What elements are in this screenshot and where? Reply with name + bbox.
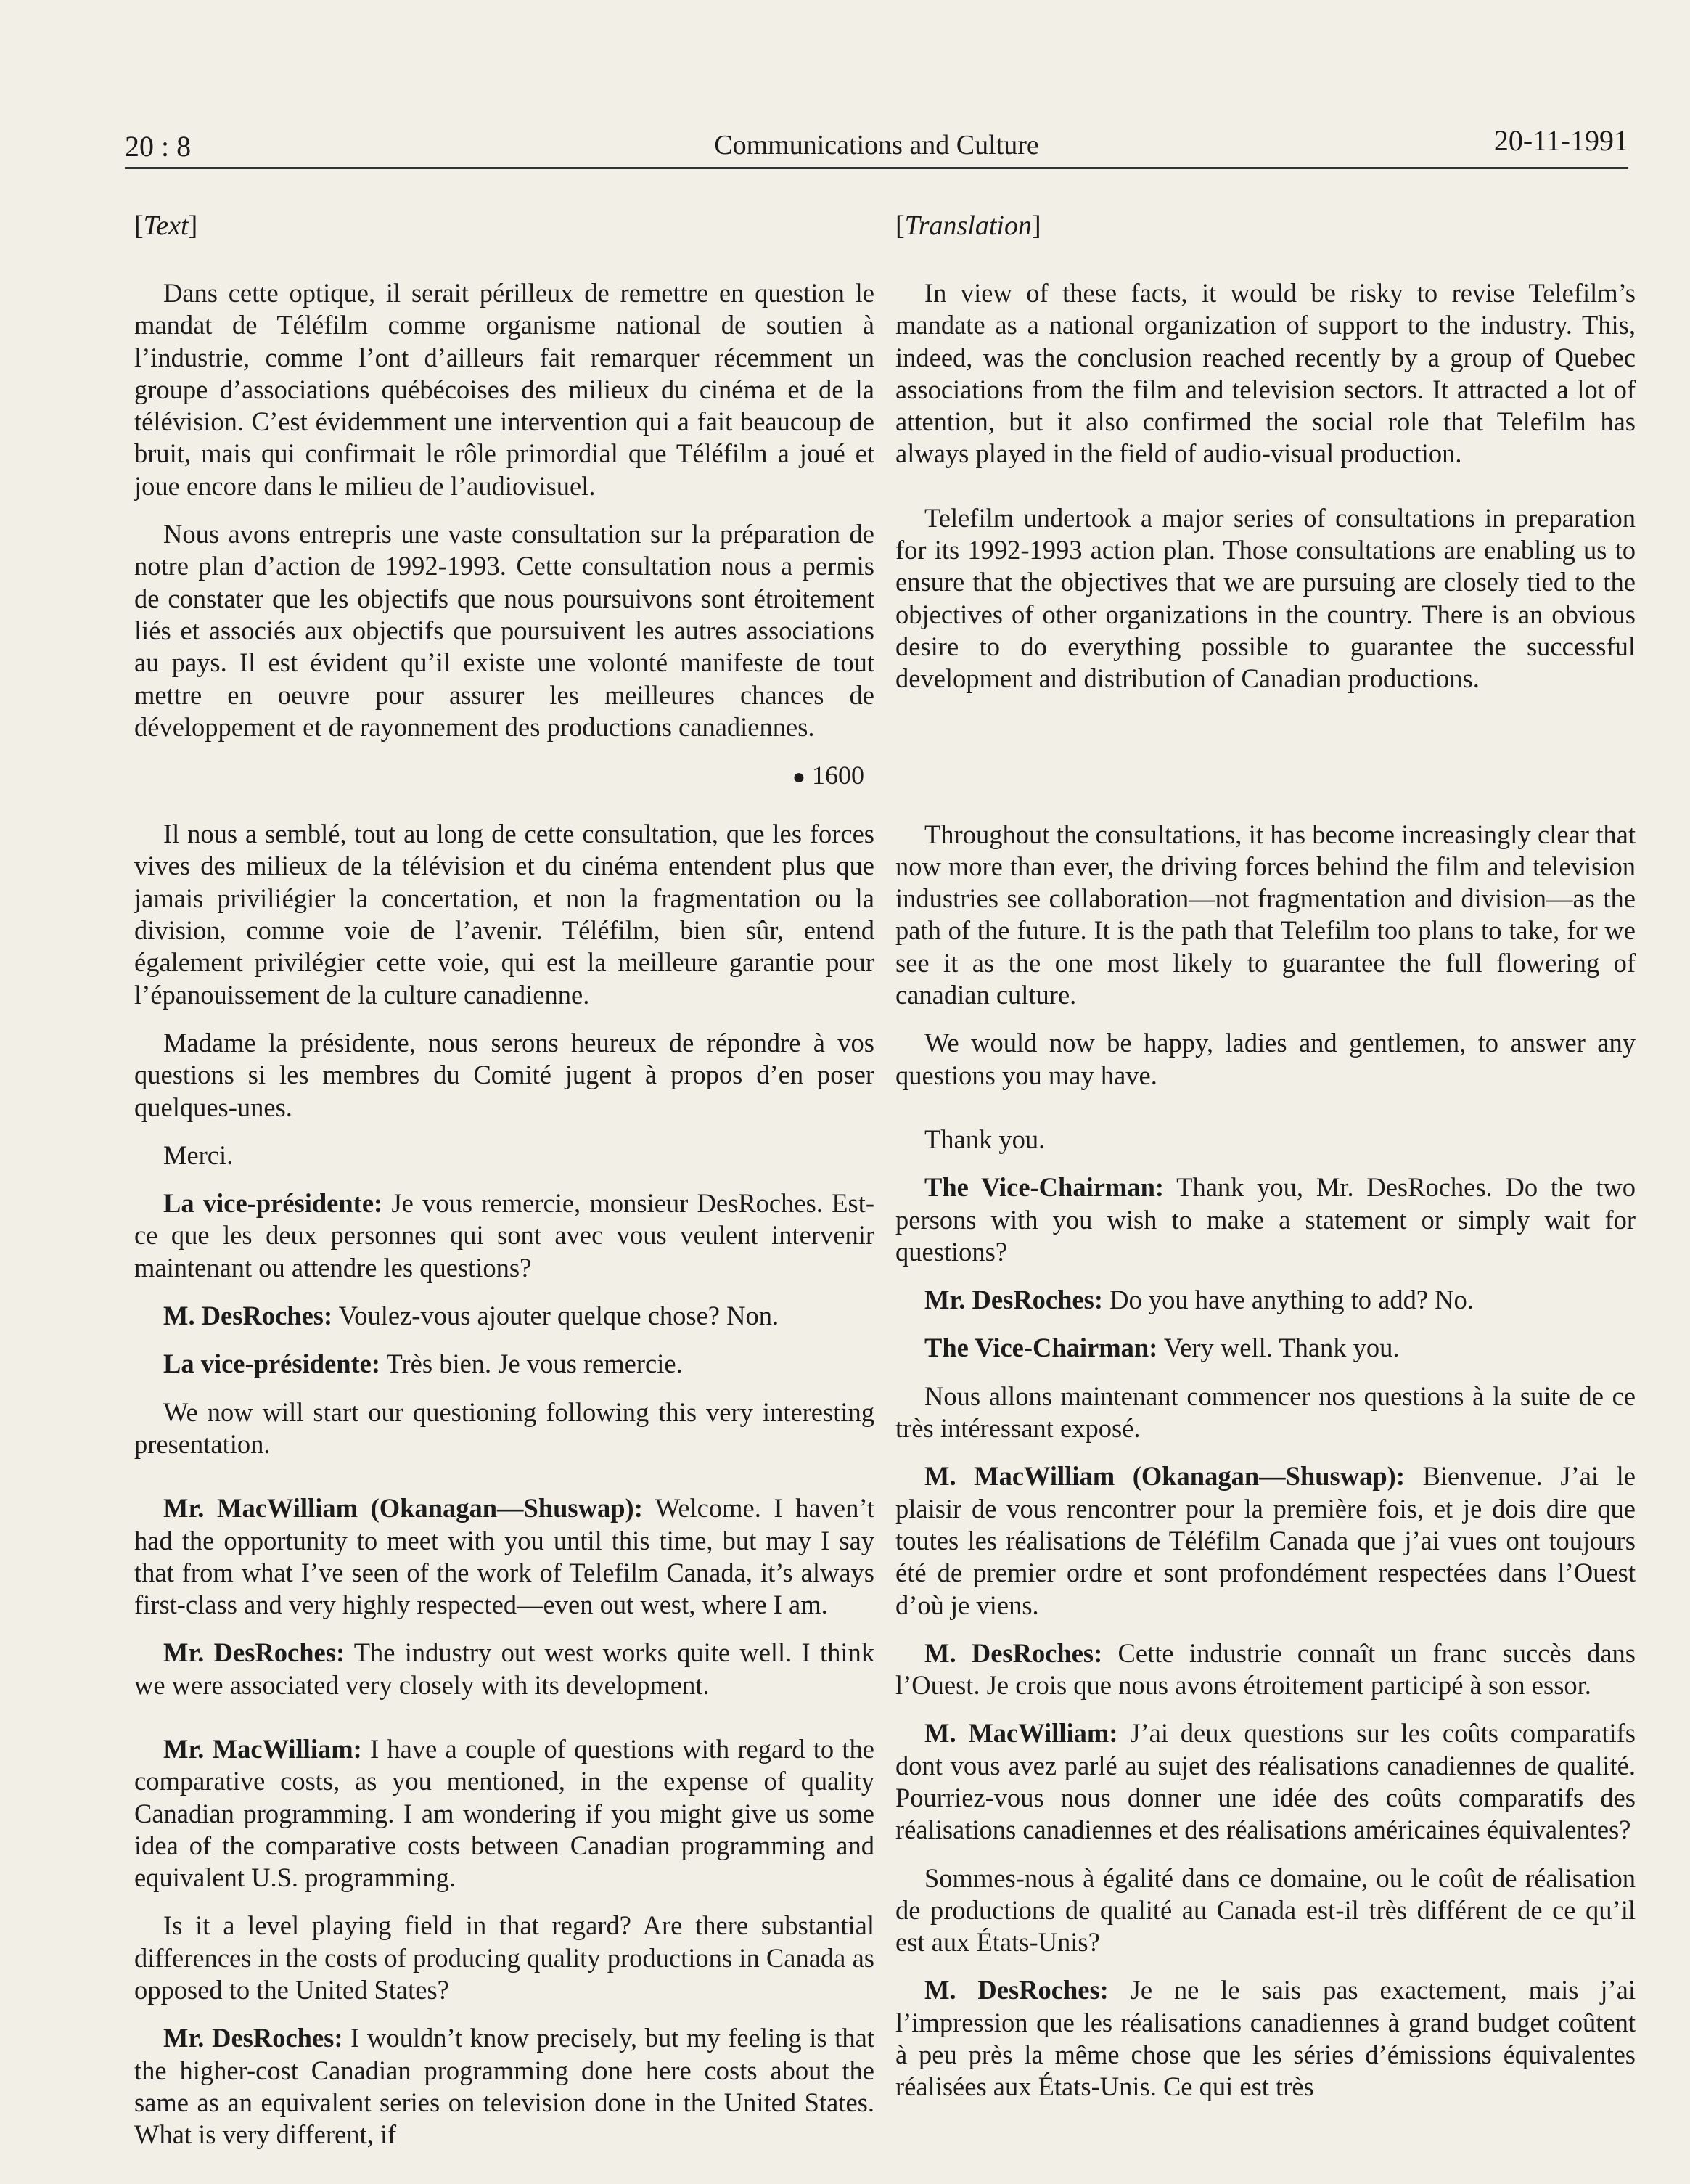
paragraph: The Vice-Chairman: Very well. Thank you. [924,1333,1400,1363]
paragraph: Merci. [163,1140,234,1170]
paragraph: Mr. DesRoches: Do you have anything to add? No. [924,1285,1474,1315]
speaker-name: M. MacWilliam (Okanagan—Shuswap): [924,1461,1405,1492]
paragraph: Dans cette optique, il serait périlleux de remettre en question le mandat de Téléfilm comme organisme national de soutien à l’industrie, comme l’ont d’ailleurs fait remarquer récemment un groupe d’associations québécoises des milieux du cinéma et de la télévision. C’est évidemment une intervention qui a fait beaucoup de bruit, mais qui confirmait le rôle primordial que Téléfilm a joué et joue encore dans le milieu de l’audiovisuel. [134,278,874,501]
column-heading: [Translation] [895,210,1041,241]
right-column [895,209,1636,2119]
paragraph: M. DesRoches: Voulez-vous ajouter quelque chose? Non. [163,1301,779,1331]
speaker-name: La vice-présidente: [163,1188,383,1219]
paragraph: The Vice-Chairman: Thank you, Mr. DesRoches. Do the two persons with you wish to make a statement or simply wait for questions? [895,1172,1636,1267]
page-header [125,123,1628,169]
paragraph: We would now be happy, ladies and gentlemen, to answer any questions you may have. [895,1028,1636,1090]
paragraph: Nous allons maintenant commencer nos questions à la suite de ce très intéressant exposé. [895,1381,1636,1444]
paragraph: Is it a level playing field in that regard? Are there substantial differences in the costs of producing quality productions in Canada as opposed to the United States? [134,1910,874,2005]
paragraph: Mr. MacWilliam (Okanagan—Shuswap): Welcome. I haven’t had the opportunity to meet with you until this time, but may I say that from what I’ve seen of the work of Telefilm Canada, it’s always first-class and very highly respected—even out west, where I am. [134,1493,874,1620]
paragraph: Nous avons entrepris une vaste consultation sur la préparation de notre plan d’action de 1992-1993. Cette consultation nous a permis de constater que les objectifs que nous poursuivons sont étroitement liés et associés aux objectifs que poursuivent les autres associations au pays. Il est évident qu’il existe une volonté manifeste de tout mettre en oeuvre pour assurer les meilleures chances de développement et de rayonnement des productions canadiennes. [134,519,874,742]
paragraph: Throughout the consultations, it has become increasingly clear that now more than ever, the driving forces behind the film and television industries see collaboration—not fragmentation and division—as the path of the future. It is the path that Telefilm too plans to take, for we see it as the one most likely to guarantee the full flowering of canadian culture. [895,819,1636,1010]
paragraph: Sommes-nous à égalité dans ce domaine, ou le coût de réalisation de productions de qualité au Canada est-il très différent de ce qu’il est aux États-Unis? [895,1862,1636,1958]
committee-title: Communications and Culture [714,130,1039,160]
paragraph: M. MacWilliam (Okanagan—Shuswap): Bienvenue. J’ai le plaisir de vous rencontrer pour la première fois, et je dois dire que toutes les réalisations de Téléfilm Canada que j’ai vues ont toujours été de premier ordre et sont profondément respectées dans l’Ouest d’où je viens. [895,1461,1636,1620]
speaker-name: La vice-présidente: [163,1349,381,1379]
speaker-name: Mr. DesRoches: [924,1285,1103,1315]
paragraph: Mr. DesRoches: I wouldn’t know precisely, but my feeling is that the higher-cost Canadian programming done here costs about the same as an equivalent series on television done in the United States. What is very different, if [134,2023,875,2150]
speaker-name: The Vice-Chairman: [924,1172,1165,1203]
paragraph: La vice-présidente: Très bien. Je vous remercie. [163,1349,683,1379]
paragraph: M. DesRoches: Cette industrie connaît un franc succès dans l’Ouest. Je crois que nous avons étroitement participé à son essor. [895,1637,1636,1701]
speaker-name: M. DesRoches: [924,1637,1103,1668]
speaker-name: Mr. MacWilliam (Okanagan—Shuswap): [163,1493,643,1524]
paragraph: Il nous a semblé, tout au long de cette consultation, que les forces vives des milieux de la télévision et du cinéma entendent plus que jamais priviliégier la concertation, et non la fragmentation ou la division, comme voie de l’avenir. Téléfilm, bien sûr, entend également privilégier cette voie, qui est la meilleure garantie pour l’épanouissement de la culture canadienne. [134,819,874,1010]
paragraph: M. MacWilliam: J’ai deux questions sur les coûts comparatifs dont vous avez parlé au sujet des réalisations canadiennes de qualité. Pourriez-vous nous donner une idée des coûts comparatifs des réalisations canadiennes et des réalisations américaines équivalentes? [895,1718,1636,1845]
left-column [134,209,874,2167]
paragraph: La vice-présidente: Je vous remercie, monsieur DesRoches. Est-ce que les deux personnes qui sont avec vous veulent intervenir maintenant ou attendre les questions? [134,1188,874,1283]
paragraph: Mr. MacWilliam: I have a couple of questions with regard to the comparative costs, as you mentioned, in the expense of quality Canadian programming. I am wondering if you might give us some idea of the comparative costs between Canadian programming and equivalent U.S. programming. [134,1733,874,1893]
speaker-name: Mr. MacWilliam: [163,1733,362,1764]
speaker-name: M. MacWilliam: [924,1718,1118,1749]
paragraph: Thank you. [924,1124,1046,1154]
speaker-name: M. DesRoches: [924,1975,1109,2005]
speaker-name: Mr. DesRoches: [163,2023,343,2053]
speaker-name: M. DesRoches: [163,1301,333,1331]
bullet-icon: ● [792,765,805,790]
paragraph: M. DesRoches: Je ne le sais pas exactement, mais j’ai l’impression que les réalisations canadiennes à grand budget coûtent à peu près la même chose que les séries d’émissions équivalentes réalisées aux États-Unis. Ce qui est très [895,1975,1636,2102]
column-heading: [Text] [134,210,198,241]
page-number: 20 : 8 [125,130,192,163]
sitting-date: 20-11-1991 [1493,124,1628,157]
paragraph: Telefilm undertook a major series of consultations in preparation for its 1992-1993 action plan. Those consultations are enabling us to ensure that the objectives that we are pursuing are closely tied to the objectives of other organizations in the country. There is an obvious desire to do everything possible to guarantee the successful development and distribution of Canadian productions. [895,502,1636,694]
paragraph: In view of these facts, it would be risky to revise Telefilm’s mandate as a national organization of support to the industry. This, indeed, was the conclusion reached recently by a group of Quebec associations from the film and television sectors. It attracted a lot of attention, but it also confirmed the social role that Telefilm has always played in the field of audio-visual production. [895,278,1636,469]
paragraph: Madame la présidente, nous serons heureux de répondre à vos questions si les membres du Comité jugent à propos d’en poser quelques-unes. [134,1027,874,1122]
time-marker: ● 1600 [792,761,864,790]
speaker-name: Mr. DesRoches: [163,1637,345,1668]
paragraph: We now will start our questioning following this very interesting presentation. [134,1396,874,1459]
speaker-name: The Vice-Chairman: [924,1333,1158,1363]
paragraph: Mr. DesRoches: The industry out west works quite well. I think we were associated very closely with its development. [134,1637,874,1700]
